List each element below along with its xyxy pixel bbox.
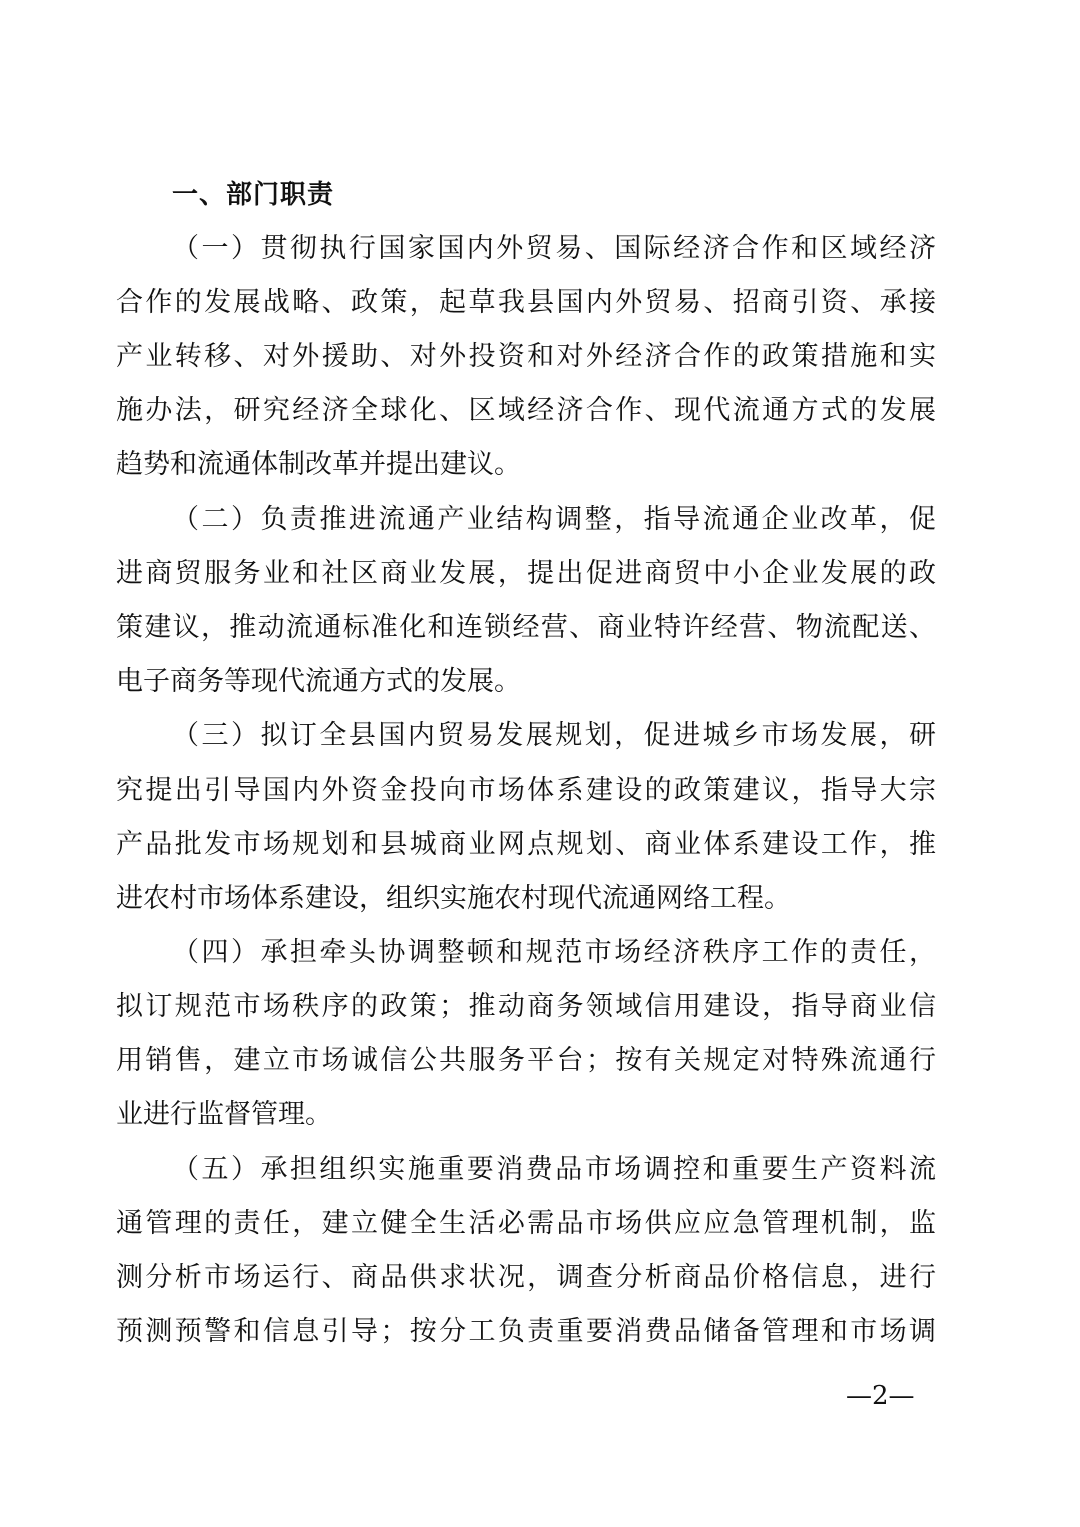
paragraph-1-line-4: 施办法，研究经济全球化、区域经济合作、现代流通方式的发展	[116, 395, 936, 426]
paragraph-2-line-1: （二）负责推进流通产业结构调整，指导流通企业改革，促	[172, 504, 936, 535]
paragraph-5-line-2: 通管理的责任，建立健全生活必需品市场供应应急管理机制，监	[116, 1208, 936, 1239]
paragraph-4-line-3: 用销售，建立市场诚信公共服务平台；按有关规定对特殊流通行	[116, 1045, 936, 1076]
paragraph-3-line-4: 进农村市场体系建设，组织实施农村现代流通网络工程。	[116, 883, 791, 914]
paragraph-3-line-1: （三）拟订全县国内贸易发展规划，促进城乡市场发展，研	[172, 720, 936, 751]
paragraph-1-line-3: 产业转移、对外援助、对外投资和对外经济合作的政策措施和实	[116, 341, 936, 372]
paragraph-5-line-1: （五）承担组织实施重要消费品市场调控和重要生产资料流	[172, 1154, 936, 1185]
paragraph-1-line-5: 趋势和流通体制改革并提出建议。	[116, 449, 521, 480]
paragraph-5-line-3: 测分析市场运行、商品供求状况，调查分析商品价格信息，进行	[116, 1262, 936, 1293]
paragraph-1-line-1: （一）贯彻执行国家国内外贸易、国际经济合作和区域经济	[172, 233, 936, 264]
paragraph-2-line-3: 策建议，推动流通标准化和连锁经营、商业特许经营、物流配送、	[116, 612, 936, 643]
paragraph-3-line-2: 究提出引导国内外资金投向市场体系建设的政策建议，指导大宗	[116, 775, 936, 806]
paragraph-2-line-2: 进商贸服务业和社区商业发展，提出促进商贸中小企业发展的政	[116, 558, 936, 589]
section-heading: 一、部门职责	[172, 180, 335, 210]
paragraph-3-line-3: 产品批发市场规划和县城商业网点规划、商业体系建设工作，推	[116, 829, 936, 860]
paragraph-1-line-2: 合作的发展战略、政策，起草我县国内外贸易、招商引资、承接	[116, 287, 936, 318]
paragraph-4-line-1: （四）承担牵头协调整顿和规范市场经济秩序工作的责任，	[172, 937, 936, 968]
paragraph-2-line-4: 电子商务等现代流通方式的发展。	[116, 666, 521, 697]
paragraph-4-line-4: 业进行监督管理。	[116, 1099, 332, 1130]
paragraph-4-line-2: 拟订规范市场秩序的政策；推动商务领域信用建设，指导商业信	[116, 991, 936, 1022]
paragraph-5-line-4: 预测预警和信息引导；按分工负责重要消费品储备管理和市场调	[116, 1316, 936, 1347]
page-number: —2—	[846, 1381, 915, 1411]
